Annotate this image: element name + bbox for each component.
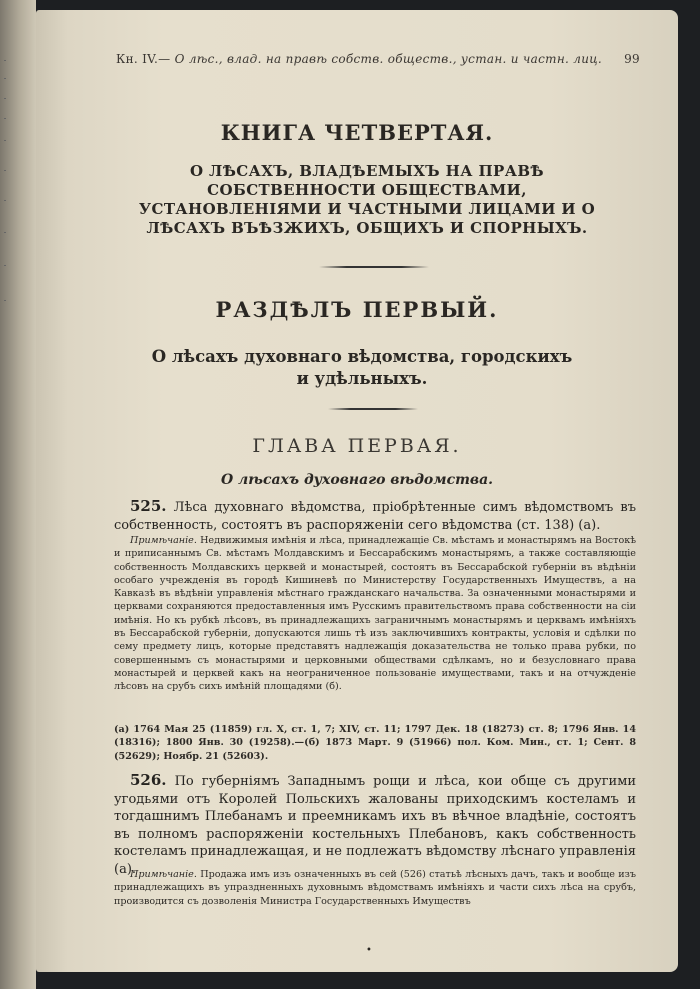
article-number: 526. [130, 771, 167, 789]
footer-mark: • [366, 945, 372, 956]
divider-rule [328, 408, 418, 410]
page-edge-mark [4, 232, 6, 233]
page-edge-mark [4, 60, 6, 61]
book-subtitle: О ЛѢСАХЪ, ВЛАДѢЕМЫХЪ НА ПРАВѢ СОБСТВЕННОСТИ ОБЩЕСТВАМИ, УСТАНОВЛЕНІЯМИ И ЧАСТНЫМИ ЛИЦАМИ И О ЛѢСАХЪ ВЪѢЗЖИХЪ, ОБЩИХЪ И СПОРНЫХЪ. [138, 162, 596, 237]
left-page-edge [0, 0, 36, 989]
article-note [114, 534, 636, 694]
page-edge-mark [4, 200, 6, 201]
article-paragraph [114, 498, 636, 534]
page-number: 99 [624, 52, 640, 66]
page-edge-mark [4, 118, 6, 119]
book-page [36, 10, 678, 972]
page-edge-mark [4, 265, 6, 266]
note-text: Недвижимыя имѣнія и лѣса, принадлежащіе Св. мѣстамъ и монастырямъ на Востокѣ и приписаннымъ Св. мѣстамъ Молдавскимъ и Бессарабскимъ монастырямъ, а также составляющіе собственность Молдавскихъ церквей и монастырей, состоятъ въ Бессарабской губерніи въ вѣдѣніи особаго учрежденія въ городѣ Кишиневѣ по Министерству Государственныхъ Имуществъ, а на Кавказѣ въ вѣдѣніи управленія мѣстнаго гражданскаго начальства. За означенными монастырями и церквами сохраняются предоставленныя имъ Русскимъ правительствомъ права собственности на сіи имѣнія. Но къ рубкѣ лѣсовъ, въ принадлежащихъ заграничнымъ монастырямъ и церквамъ имѣніяхъ въ Бессарабской губерніи, допускаются лишь тѣ изъ заключившихъ контракты, условія и сдѣлки по сему предмету лицъ, которые представятъ надлежащія доказательства не только права рубки, по совершеннымъ съ монастырями и церковными обществами сдѣлкамъ, но и безусловнаго права монастырей и церквей какъ на неограниченное пользованіе имуществами, такъ и на отчужденіе лѣсовъ на срубъ сихъ имѣній площадями (б). [114, 535, 636, 693]
book-title: КНИГА ЧЕТВЕРТАЯ. [220, 120, 494, 145]
page-edge-mark [4, 140, 6, 141]
article-text: По губерніямъ Западнымъ рощи и лѣса, кои обще съ другими угодьями отъ Королей Польскихъ жалованы приходскимъ костеламъ и тогдашнимъ Плебанамъ и преемникамъ ихъ въ вѣчное владѣніе, состоятъ въ полномъ распоряженіи костельныхъ Плебановъ, какъ собственность костеламъ принадлежащая, и не подлежатъ вѣдомству лѣснаго управленія (а). [114, 774, 636, 877]
article-text: Лѣса духовнаго вѣдомства, пріобрѣтенные симъ вѣдомствомъ въ собственность, состоятъ въ распоряженіи сего вѣдомства (ст. 138) (а). [114, 500, 636, 533]
article-number: 525. [130, 497, 167, 515]
section-title: РАЗДѢЛЪ ПЕРВЫЙ. [215, 297, 499, 322]
section-subtitle: О лѣсахъ духовнаго вѣдомства, городскихъ и удѣльныхъ. [151, 347, 573, 388]
chapter-title: ГЛАВА ПЕРВАЯ. [252, 435, 462, 457]
page-edge-mark [4, 170, 6, 171]
article-note [114, 868, 636, 908]
article-paragraph [114, 772, 636, 878]
ornamental-rule [319, 266, 429, 268]
chapter-subtitle: О лѣсахъ духовнаго вѣдомства. [220, 472, 494, 488]
page-edge-mark [4, 78, 6, 79]
running-head-title: О лѣс., влад. на правѣ собств. обществ., устан. и частн. лиц. [174, 52, 603, 66]
note-text: Продажа имъ изъ означенныхъ въ сей (526) статьѣ лѣсныхъ дачъ, такъ и вообще изъ принадлежащихъ въ упраздненныхъ духовнымъ вѣдомствамъ имѣніяхъ и части сихъ лѣса на срубъ, производится съ дозволенія Министра Государственныхъ Имуществъ [114, 869, 636, 907]
running-head-book: Кн. IV.— [116, 52, 171, 66]
note-label: Примѣчаніе. [130, 869, 197, 880]
note-label: Примѣчаніе. [130, 535, 197, 546]
footnote-text: (а) 1764 Мая 25 (11859) гл. X, ст. 1, 7; XIV, ст. 11; 1797 Дек. 18 (18273) ст. 8; 1796 Янв. 14 (18316); 1800 Янв. 30 (19258).—(б) 1873 Март. 9 (51966) пол. Ком. Мин., ст. 1; Сент. 8 (52629); Ноябр. 21 (52603). [114, 724, 636, 762]
page-edge-mark [4, 98, 6, 99]
running-head [116, 52, 640, 66]
article-footnote [114, 723, 636, 763]
page-edge-mark [4, 300, 6, 301]
